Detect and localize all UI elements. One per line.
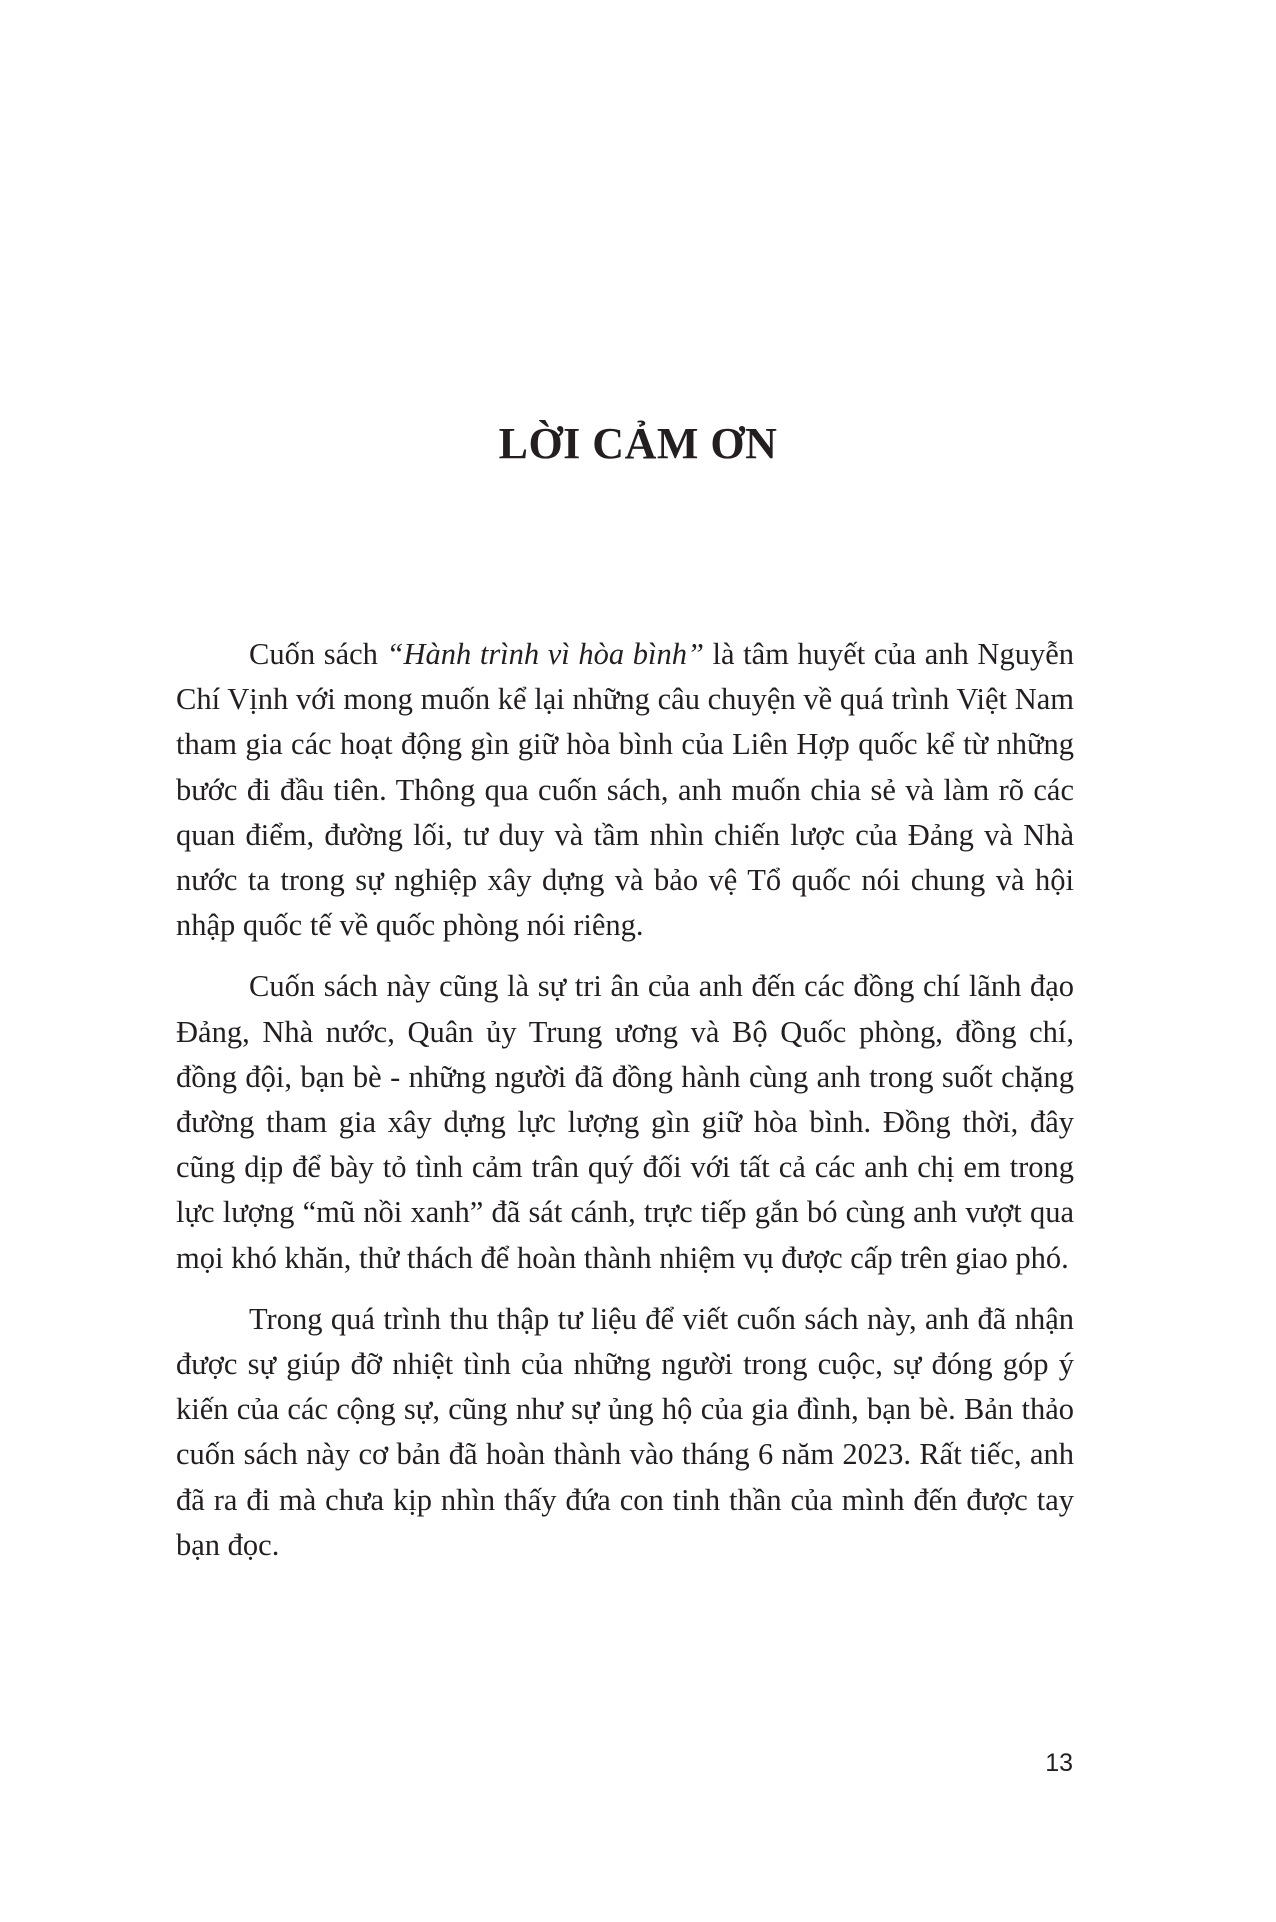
paragraph-3: Trong quá trình thu thập tư liệu để viết cuốn sách này, anh đã nhận được sự giúp đỡ nhiệt tình của những người trong cuộc, sự đóng góp ý kiến của các cộng sự, cũng như sự ủng hộ của gia đình, bạn bè. Bản thảo cuốn sách này cơ bản đã hoàn thành vào tháng 6 năm 2023. Rất tiếc, anh đã ra đi mà chưa kịp nhìn thấy đứa con tinh thần của mình đến được tay bạn đọc. (176, 1301, 1074, 1562)
body-text (176, 632, 1074, 1584)
paragraph-1-rest: là tâm huyết của anh Nguyễn Chí Vịnh với mong muốn kể lại những câu chuyện về quá trình Việt Nam tham gia các hoạt động gìn giữ hòa bình của Liên Hợp quốc kể từ những bước đi đầu tiên. Thông qua cuốn sách, anh muốn chia sẻ và làm rõ các quan điểm, đường lối, tư duy và tầm nhìn chiến lược của Đảng và Nhà nước ta trong sự nghiệp xây dựng và bảo vệ Tổ quốc nói chung và hội nhập quốc tế về quốc phòng nói riêng. (176, 637, 1074, 943)
page-number: 13 (1045, 1749, 1073, 1777)
book-title-italic: “Hành trình vì hòa bình” (386, 637, 704, 671)
page-title: LỜI CẢM ƠN (498, 419, 778, 468)
paragraph-1-lead: Cuốn sách (249, 637, 387, 671)
paragraph-1 (176, 632, 1074, 948)
paragraph-2: Cuốn sách này cũng là sự tri ân của anh đến các đồng chí lãnh đạo Đảng, Nhà nước, Quân ủy Trung ương và Bộ Quốc phòng, đồng chí, đồng đội, bạn bè - những người đã đồng hành cùng anh trong suốt chặng đường tham gia xây dựng lực lượng gìn giữ hòa bình. Đồng thời, đây cũng dịp để bày tỏ tình cảm trân quý đối với tất cả các anh chị em trong lực lượng “mũ nồi xanh” đã sát cánh, trực tiếp gắn bó cùng anh vượt qua mọi khó khăn, thử thách để hoàn thành nhiệm vụ được cấp trên giao phó. (176, 969, 1074, 1275)
